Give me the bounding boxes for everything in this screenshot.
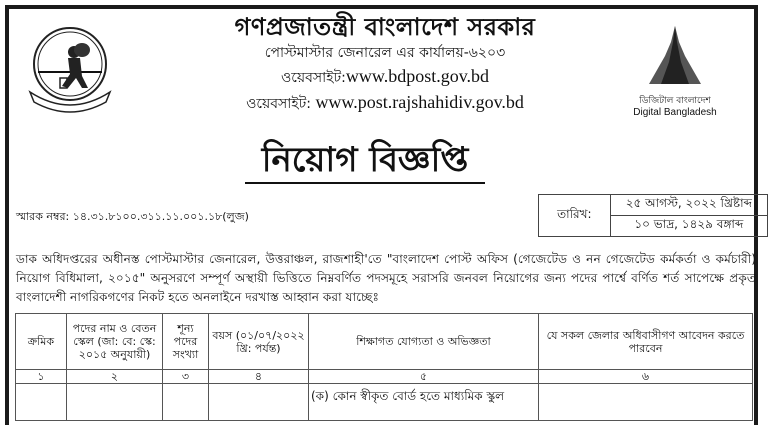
column-number-row — [16, 370, 753, 384]
digital-bangladesh-en: Digital Bangladesh — [633, 107, 717, 118]
website-line-1 — [150, 64, 620, 90]
vacancy-table — [15, 313, 753, 421]
cell-eligible-districts — [539, 384, 753, 421]
intro-paragraph: ডাক অধিদপ্তরের অধীনস্ত পোস্টমাস্টার জেনারেল, উত্তরাঞ্চল, রাজশাহী'তে "বাংলাদেশ পোস্ট অফিস (গেজেটেড ও নন গেজেটেড কর্মকর্তা ও কর্মচারী) নিয়োগ বিধিমালা, ২০১৫" অনুসরণে সম্পূর্ণ অস্থায়ী ভিত্তিতে নিম্নবর্ণিত পদসমূহে সরাসরি জনবল নিয়োগের জন্য পদের পার্শ্বে বর্ণিত শর্ত সাপেক্ষে প্রকৃত বাংলাদেশী নাগরিকগণের নিকট হতে অনলাইনে দরখাস্ত আহ্বান করা যাচ্ছেঃ — [16, 252, 756, 304]
header-eligible-districts: যে সকল জেলার অধিবাসীগণ আবেদন করতে পারবেন — [539, 314, 753, 370]
memo-number: স্মারক নম্বর: ১৪.৩১.৮১০০.৩১১.১১.০০১.১৮(লুজ) — [16, 210, 249, 223]
date-table — [538, 194, 768, 237]
header-age: বয়স (০১/০৭/২০২২ খ্রি: পর্যন্ত) — [209, 314, 309, 370]
digital-bangladesh-icon — [645, 22, 705, 92]
website-line-2 — [150, 90, 620, 116]
website-label: ওয়েবসাইট: — [280, 70, 346, 86]
website-label: ওয়েবসাইট: — [246, 96, 316, 112]
bangladesh-post-logo — [24, 22, 116, 114]
cell-serial — [16, 384, 67, 421]
column-number: ৩ — [163, 370, 209, 384]
header-serial: ক্রমিক — [16, 314, 67, 370]
office-name: পোস্টমাস্টার জেনারেল এর কার্যালয়-৬২০৩ — [264, 45, 506, 61]
header-post-name: পদের নাম ও বেতন স্কেল (জা: বে: স্কে: ২০১৫ অনুযায়ী) — [67, 314, 163, 370]
digital-bangladesh-logo — [610, 22, 740, 122]
website-link-bdpost[interactable]: www.bdpost.gov.bd — [345, 66, 490, 86]
column-number: ২ — [67, 370, 163, 384]
column-number: ৬ — [539, 370, 753, 384]
column-number: ৪ — [209, 370, 309, 384]
column-number: ১ — [16, 370, 67, 384]
cell-qualification: (ক) কোন স্বীকৃত বোর্ড হতে মাধ্যমিক স্কুল — [309, 384, 539, 421]
cell-post-name — [67, 384, 163, 421]
date-gregorian: ২৫ আগস্ট, ২০২২ খ্রিষ্টাব্দ — [610, 195, 767, 216]
table-row — [16, 384, 753, 421]
letterhead — [150, 12, 620, 116]
column-number: ৫ — [309, 370, 539, 384]
header-vacancy-count: শূন্য পদের সংখ্যা — [163, 314, 209, 370]
digital-bangladesh-bn: ডিজিটাল বাংলাদেশ — [639, 96, 711, 106]
date-bengali: ১০ ভাদ্র, ১৪২৯ বঙ্গাব্দ — [610, 216, 767, 237]
cell-vacancy-count — [163, 384, 209, 421]
header-qualification: শিক্ষাগত যোগ্যতা ও অভিজ্ঞতা — [309, 314, 539, 370]
table-header-row — [16, 314, 753, 370]
notice-title: নিয়োগ বিজ্ঞপ্তি — [245, 140, 485, 184]
government-title: গণপ্রজাতন্ত্রী বাংলাদেশ সরকার — [234, 12, 536, 41]
date-label: তারিখ: — [539, 195, 611, 237]
cell-age — [209, 384, 309, 421]
website-link-rajshahidiv[interactable]: www.post.rajshahidiv.gov.bd — [315, 92, 524, 112]
